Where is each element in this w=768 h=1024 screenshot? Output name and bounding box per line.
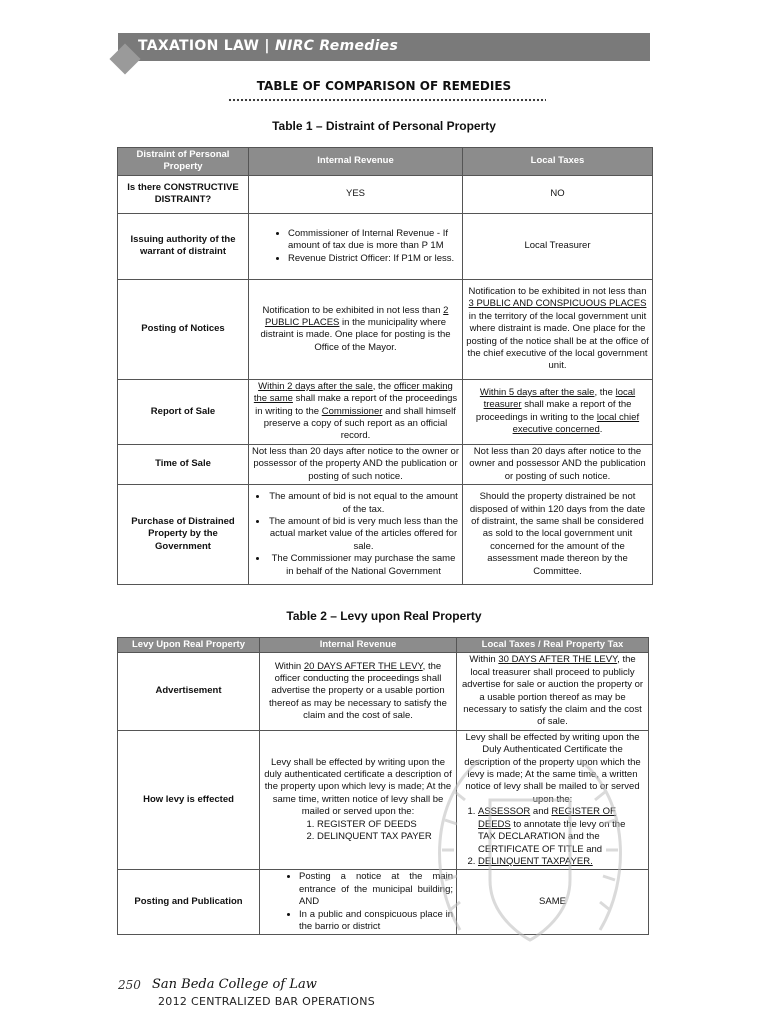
underlined-text: Commissioner <box>321 405 383 417</box>
underlined-text: 30 DAYS AFTER THE LEVY <box>498 654 618 666</box>
underlined-text: ASSESSOR <box>478 806 531 818</box>
text: , the local treasurer shall proceed to publicly advertise for sale or auction the property or a usable portion thereof as may be necessary to satisfy the claim and the cost of sale. <box>461 654 644 728</box>
row-label: Purchase of Distrained Property by the Government <box>118 485 249 585</box>
list-item <box>478 856 645 868</box>
text: in the territory of the local government unit where distraint is made. One place for the posting of the notice shall be at the office of the chief executive of the local government unit. <box>466 310 649 372</box>
ir-cell <box>249 213 463 279</box>
document-title: TABLE OF COMPARISON OF REMEDIES <box>256 79 512 93</box>
text: shall make a report of the proceedings in writing to the <box>255 393 458 417</box>
row-label: How levy is effected <box>118 730 260 869</box>
ir-cell <box>249 279 463 379</box>
table1-row-report <box>118 379 653 444</box>
bar-operations-label: 2012 CENTRALIZED BAR OPERATIONS <box>158 995 376 1008</box>
underlined-text: 20 DAYS AFTER THE LEVY <box>303 660 423 672</box>
text: in the municipality where distraint is made. One place for posting is the Office of the Mayor. <box>260 316 451 353</box>
local-cell <box>457 653 649 730</box>
row-label: Posting and Publication <box>118 870 260 935</box>
row-label: Advertisement <box>118 653 260 730</box>
local-cell: Local Treasurer <box>463 213 653 279</box>
text: Within <box>274 660 302 672</box>
underlined-text: 3 PUBLIC AND CONSPICUOUS PLACES <box>468 298 647 310</box>
local-cell: Should the property distrained be not disposed of within 120 days from the date of distraint, the same shall be considered as sold to the local government unit concerned for the amount of the assessment made thereon by the Committee. <box>463 485 653 585</box>
row-label: Report of Sale <box>118 379 249 444</box>
row-label: Issuing authority of the warrant of distraint <box>118 213 249 279</box>
underlined-text: local treasurer <box>483 387 636 411</box>
local-cell <box>463 279 653 379</box>
table1-header-col2: Internal Revenue <box>249 148 463 176</box>
table1-header-col3: Local Taxes <box>463 148 653 176</box>
underlined-text: local chief executive concerned <box>512 411 640 436</box>
table2-row-effected <box>118 730 649 869</box>
text: Within <box>469 654 496 666</box>
header-title-sub: NIRC Remedies <box>275 38 399 54</box>
text: Notification to be exhibited in not less than <box>262 304 441 316</box>
text: and <box>532 806 549 818</box>
list-item: • The amount of bid is not equal to the amount of the tax. <box>268 491 459 516</box>
ir-cell <box>260 730 457 869</box>
table2-caption: Table 2 – Levy upon Real Property <box>286 609 482 623</box>
table1-caption: Table 1 – Distraint of Personal Property <box>272 119 496 133</box>
list-item: 2. DELINQUENT TAX PAYER <box>317 831 453 843</box>
text: . <box>599 424 603 436</box>
ir-cell <box>260 653 457 730</box>
local-cell <box>457 730 649 869</box>
list-item: 1. REGISTER OF DEEDS <box>317 819 453 831</box>
text: Notification to be exhibited in not less than <box>468 285 647 297</box>
header-title-main: TAXATION LAW | <box>138 38 270 54</box>
local-cell: SAME <box>457 870 649 935</box>
local-cell: NO <box>463 175 653 213</box>
table1-header-col1: Distraint of Personal Property <box>118 148 249 176</box>
table2-header-col3: Local Taxes / Real Property Tax <box>457 638 649 653</box>
underlined-text: officer making the same <box>253 380 453 405</box>
list-item: • In a public and conspicuous place in the barrio or district <box>299 909 453 934</box>
local-cell <box>463 379 653 444</box>
table1-row-posting <box>118 279 653 379</box>
underlined-text: Within 2 days after the sale <box>258 380 373 392</box>
underlined-text: DELINQUENT TAXPAYER. <box>478 855 593 867</box>
table1-row-authority <box>118 213 653 279</box>
text: to annotate the levy on the TAX DECLARATION and the CERTIFICATE OF TITLE and <box>478 818 626 855</box>
list-item <box>478 806 645 856</box>
local-cell: Not less than 20 days after notice to the owner and possessor AND the publication or posting of such notice. <box>463 444 653 484</box>
table1-distraint <box>117 147 653 585</box>
ir-cell <box>249 485 463 585</box>
text: , the <box>372 380 392 392</box>
table1-row-purchase <box>118 485 653 585</box>
row-label: Is there CONSTRUCTIVE DISTRAINT? <box>118 175 249 213</box>
ir-cell: YES <box>249 175 463 213</box>
list-item: • Posting a notice at the main entrance of the municipal building; AND <box>299 871 453 908</box>
table1-row-constructive <box>118 175 653 213</box>
list-item: • The Commissioner may purchase the same in behalf of the National Government <box>268 553 459 578</box>
underlined-text: Within 5 days after the sale <box>479 387 595 399</box>
table1-row-time <box>118 444 653 484</box>
table2-row-advertisement <box>118 653 649 730</box>
dotted-divider <box>228 98 546 102</box>
text: Levy shall be effected by writing upon the Duly Authenticated Certificate the description of the property upon which the levy is made; At the same time, a written notice of levy shall be mailed to or served upon the: <box>464 731 641 805</box>
table2-header-col2: Internal Revenue <box>260 638 457 653</box>
text: , the <box>594 387 613 399</box>
header-title <box>138 38 398 54</box>
list-item: • The amount of bid is very much less than the actual market value of the articles offered for sale. <box>268 516 459 553</box>
underlined-text: REGISTER OF DEEDS <box>478 806 616 830</box>
text: shall make a report of the proceedings in writing to the <box>475 399 632 423</box>
row-label: Posting of Notices <box>118 279 249 379</box>
text: Levy shall be effected by writing upon the duly authenticated certificate a description of the property upon which levy is made; At the same time, written notice of levy shall be mailed or served upon the: <box>264 756 452 818</box>
ir-cell <box>260 870 457 935</box>
table2-levy <box>117 637 649 935</box>
ir-cell: Not less than 20 days after notice to the owner or possessor of the property AND the publication or posting of such notice. <box>249 444 463 484</box>
list-item: • Commissioner of Internal Revenue - If amount of tax due is more than P 1M <box>288 228 459 253</box>
underlined-text: 2 PUBLIC PLACES <box>264 304 449 328</box>
ir-cell <box>249 379 463 444</box>
row-label: Time of Sale <box>118 444 249 484</box>
table2-row-posting <box>118 870 649 935</box>
text: and shall himself preserve a copy of such report as an official record. <box>263 405 456 442</box>
page-number: 250 <box>118 978 141 992</box>
text: , the officer conducting the proceedings shall advertise the property or a usable portion thereof as may be necessary to satisfy the claim and the cost of sale. <box>269 660 447 722</box>
list-item: • Revenue District Officer: If P1M or less. <box>288 253 459 265</box>
table2-header-col1: Levy Upon Real Property <box>118 638 260 653</box>
school-name: San Beda College of Law <box>152 977 317 992</box>
